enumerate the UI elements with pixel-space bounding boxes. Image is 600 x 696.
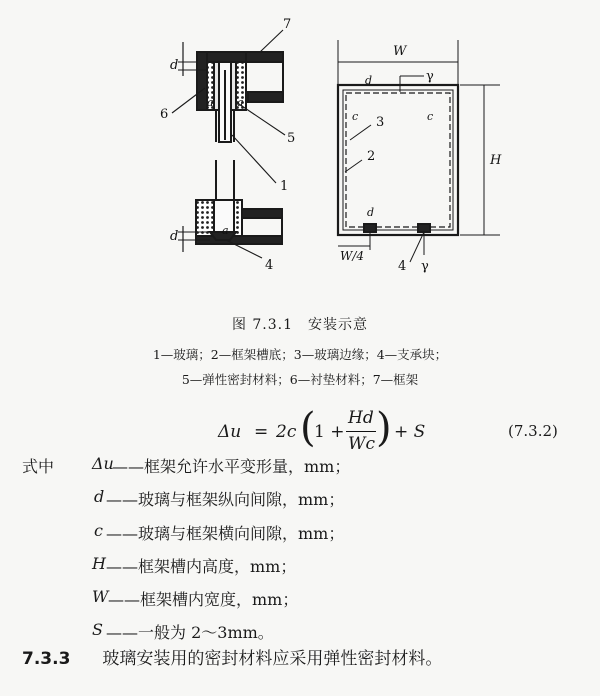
definition-text: ——框架槽内高度，mm；: [106, 557, 297, 576]
label-d-top: d: [170, 58, 179, 73]
formula-left-paren: (: [300, 405, 316, 451]
installation-diagram: [0, 0, 600, 300]
label-4-left: 4: [265, 258, 274, 273]
definition-symbol: W: [92, 587, 109, 606]
definition-text: ——框架槽内宽度，mm；: [108, 590, 299, 609]
definition-symbol: S: [92, 620, 103, 639]
figure-caption-title: 图 7.3.1 安装示意: [231, 317, 369, 333]
label-3: 3: [376, 115, 385, 130]
definition-symbol: d: [94, 487, 105, 506]
label-d-right: d: [365, 74, 373, 87]
label-4-right: 4: [398, 259, 407, 274]
section-7-3-3: [22, 644, 442, 669]
formula-7-3-2: [218, 400, 448, 460]
definition-text: ——玻璃与框架横向间隙，mm；: [106, 524, 345, 543]
label-a-left: a: [207, 96, 214, 109]
figure-legend-line1: 1—玻璃；2—框架槽底；3—玻璃边缘；4—支承块；: [152, 347, 448, 362]
label-7: 7: [283, 17, 292, 32]
label-H: H: [490, 153, 502, 168]
definition-symbol: Δu: [92, 454, 114, 473]
definition-symbol: H: [92, 554, 106, 573]
label-2: 2: [367, 149, 376, 164]
installation-figure: [0, 0, 600, 300]
label-W: W: [393, 44, 407, 59]
definition-text: ——玻璃与框架纵向间隙，mm；: [106, 490, 345, 509]
formula-numerator: Hd: [348, 408, 374, 428]
definition-text: ——一般为 2～3mm。: [106, 623, 274, 642]
label-5: 5: [287, 131, 296, 146]
label-6: 6: [160, 107, 169, 122]
label-W4: W/4: [340, 249, 365, 263]
label-c-right: c: [427, 110, 434, 123]
label-Y-top: γ: [426, 69, 434, 84]
formula-equals: =: [254, 422, 269, 442]
formula-right-paren: ): [376, 405, 392, 451]
definitions-intro: 式中: [22, 457, 55, 476]
definition-symbol: c: [94, 521, 103, 540]
formula-plus-s: + S: [394, 422, 426, 442]
label-c-left: c: [352, 110, 359, 123]
label-a-bottom: a: [222, 224, 229, 237]
bottom-frame-section: [196, 200, 282, 244]
formula-lhs: Δu: [218, 422, 242, 442]
equation-number: (7.3.2): [508, 422, 558, 440]
section-number: 7.3.3: [22, 649, 71, 669]
label-d-right-bottom: d: [367, 206, 375, 219]
label-Y-bottom: γ: [421, 259, 429, 274]
label-a-right: a: [237, 96, 244, 109]
front-view-diagram: [338, 85, 458, 235]
section-text: 玻璃安装用的密封材料应采用弹性密封材料。: [102, 649, 443, 669]
formula-2c: 2c: [276, 422, 297, 442]
label-d-bottom: d: [170, 229, 179, 244]
formula-fraction-bar: [346, 431, 376, 432]
label-1: 1: [280, 179, 289, 194]
definition-text: ——框架允许水平变形量，mm；: [112, 457, 351, 476]
formula-one-plus: 1 +: [314, 422, 345, 442]
figure-legend-line2: 5—弹性密封材料；6—衬垫材料；7—框架: [181, 372, 419, 387]
formula-denominator: Wc: [348, 434, 375, 454]
